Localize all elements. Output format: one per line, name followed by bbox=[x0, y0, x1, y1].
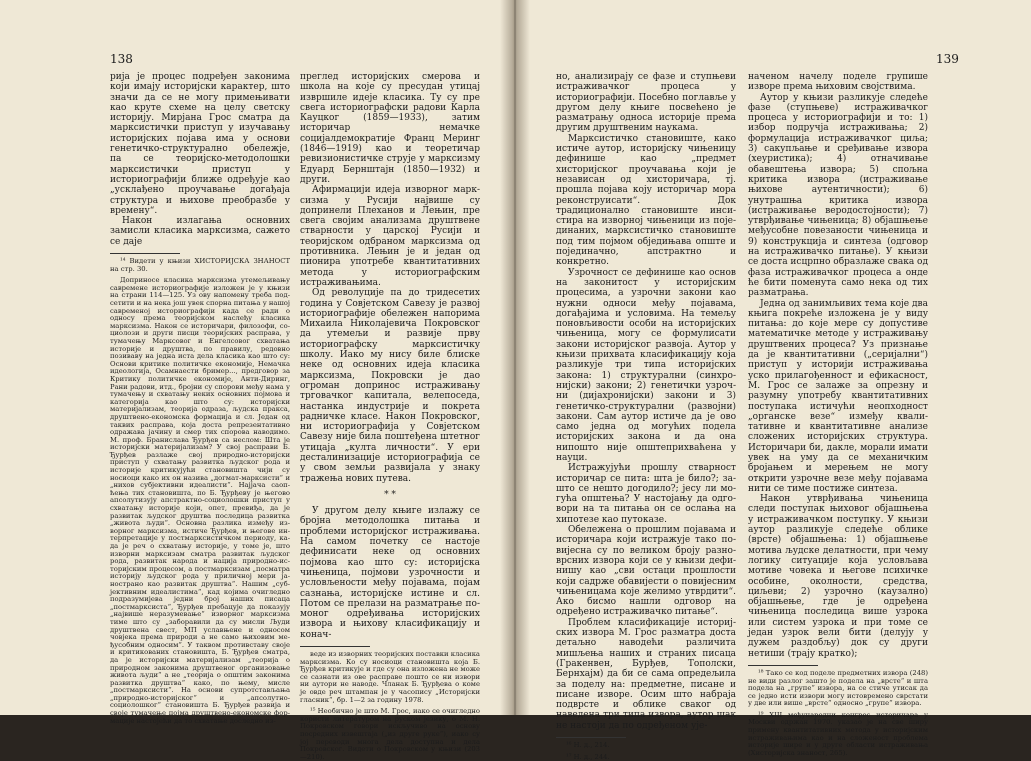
page-number-right: 139 bbox=[936, 52, 959, 66]
paragraph: Након утврђивања чињеница следи поступак њиховог објашњења у истраживачком поступку. У књизи аутор разликује следеће облике (врсте) објашњења: 1) објашњење мотива људске делатности, при чему логику ситуације која условљава мотиве човека и његове психичке особине, околности, средства, циљеви; 2) узрочно (каузално) објашњење, где је одређена чињеница последица више узрока или систем узрока и при томе се један узрок вели бити (делују у дужем раздобљу) док су други нетиши (трају кратко); bbox=[748, 494, 928, 659]
footnote: ¹⁴ Видети у књизи ХИСТОРИЈСКА ЗНАНОСТ на стр. 30. bbox=[110, 257, 290, 273]
paragraph: Аутор у књизи разликује следеће фазе (ступњеве) истраживачког процеса у историографији и то: 1) избор подручја истраживања; 2) формулација истраживачког циља; 3) сакупљање и сређивање извора (хеуристика); 4) отначивање обавештења извора; 5) спољна критика извора (истраживање њихове аутентичности); 6) унутрашња критика извора (истраживање веродостојности); 7) утврђивање чињеница; 8) објашњење међусобне повезаности чињеница и 9) конструкција и синтеза (одговор на истраживачко питање). У књизи се доста исцрпно образлаже свака од фаза истраживачког процеса а онде ће бити поменута само нека од тих разматрања. bbox=[748, 92, 929, 299]
footnote: ¹⁶ Н. д., 214. bbox=[566, 741, 610, 749]
footnote: ¹⁹ XIII међународни конгрес историчара у Москви одржан 1970. указао је на све ширу примену квантитативних метода у историјским истраживањима као и на сложеност проблема историје шире и у другe области истраживања (Хисторијска знаност, 265). bbox=[748, 710, 928, 757]
paragraph: У другом делу књиге излажу се бројна методолошка питања и проблеми историјског истраживања. На самом почетку се настоје дефинисати неке од основних појмова као што су: историјска чињеница, појмови узрочности и условљености међу појавама, појам сазнања, историјске истине и сл. Потом се прелази на разматрање помоног одређивања историјских извора и њихову класификацију и конач- bbox=[300, 506, 480, 640]
paragraph: Обележена о прошлим појавама и историчара који истражује тако повијеснa су по великом броју разноврсних извора који се у књизи дефинишу као „сви остаци прошлости који садрже обавијести о повијесним чињеницама које желимо утврдити“. Ако бисмо нашли одговор на одређено истраживачко питање“. bbox=[556, 525, 736, 618]
paragraph: Једна од занимљивих тема које два књига покреће изложена је у виду питања: до које мере су допустиве математичке методе у истраживању друштвених процеса? Уз признање да је квантитативни („серијални“) приступ у историји истраживања уско прилагођенност и ефикасност, М. Грос се залаже за опрезну и разумну употребу квантитативних поступака истичући неопходност „органске везе“ између квалитативне и квантитативне анализе сложених историјских структура. Историчари би, дакле, морали имати увек на уму да се механичким бројањем и мерењем не могу открити узрочне везе међу појавама нити се тиме постиже синтеза. bbox=[748, 298, 928, 494]
paragraph: Након излагања основних замисли класика марксизма, сажето се даје bbox=[110, 216, 290, 247]
paragraph: Од револуције па до тридесетих година у Совјетском Савезу је развој историографије обележен напорима Михаила Николајевича Покровског да утемељи и развије прву историографску марксистичку школу. Иако му нису биле блиске неке од основних идеја класика марксизма, Покровски је дао огроман допринос истраживању трговачког капитала, велепоседа, настанка индустрије и покрета радничке класе. Након Покровског, ни историографија у Совјетском Савезу није била поштеђена штетног утицаја „култа личнoсти“. У ери десталинизације историографија се у свом земљи развијала у знаку тражења нових путева. bbox=[300, 288, 480, 484]
footnote: ¹⁸ Тако се код поделе предметних извора (248) не види разлог зашто је подела на „врсте“ и шта подела на „групе“ извора, на се стиче утисак да се једнo исти извори могу истовремено сврстати у две или више „врсте“ односно „групе“ извора. bbox=[748, 668, 928, 708]
paragraph: Истражујући прошлу стварност историчар се пита: шта је било?; зашто се нешто догодило?; јесу ли могућа општења? У настојању да одговори на та питања он се ослања на хипотезе као путоказе. bbox=[556, 463, 736, 525]
page-number-left: 138 bbox=[110, 52, 133, 66]
footnote-rule bbox=[556, 737, 626, 738]
paragraph: Узрочност се дефинише као основ на законитост у историјским процесима, а узрочни закони као нужни односи међу појавама, догађајима и условима. На темељу поновљивости особи на историјских чињеница, могу се формулисати закони историјског развоја. Аутор у књизи прихвата класификацију која разликује три типа историјских закона: 1) структурални (синхронијски) закони; 2) генетички узрочни (дијахронијски) закони и 3) генетичко-структурални (развојни) закони. Сам аутор истиче да је ово само једна од могућих подела историјских закона и да она нипошто није општеприхваћена у науци. bbox=[556, 267, 736, 463]
footnote: Доприносе класика марксизма утемељивању савремене историографије изложен је у књизи на страни 114—125. Уз ову напомену треба подсетити и на нека још увек спорна питања у нашој савременој историографији када се ради о односу према теоријском наслеђу класика марксизма. Након се историчари, филозофи, социолози и други писци теоријских расправа, у тумачењу Марксовог и Енгелсовог схватања историје и друштва, по правилу, редовно позиваву на једна иста дела класика као што су: Основи критике политичке економије, Немачка идеологија, Осамнаести бример..., предговор за Критику политичке економије, Анти-Диринг, Рани радови, итд., бројни су спорови међу нама у тумачењу и схватању неких основних појмова и категорија као што су: историјски материјализам, теорија одраза, људска пракса, друштвено-економска формација и сл. Један од таквих расправа, која доста репрезентативно одражава јачину и смер тих спорова наводимо. М. проф. Бранислава Ђурђев са неслом: Шта је историјски материјализам? У свој расправи Б. Ђурђев разлаже свој природно-историјски приступ у схватању развитка људског рода и историје критикујући становишта чији су носиоци како их он назива „догмат-марксисти“ и „нихов субјективни идеалисти“. Најјача саопћења тих становишта, по Б. Ђурђеву је његово апсолутизују апстрактно-социолошки приступ у схватању историје који, опет, превиђа, да је развитак људског друштва последица развитка „живота људи“. Основна разлика између изворног марксизма, истиче Ђурђев, и његове интерпретације у постмарксистичком периоду, када је реч о схватању историје, у томе је, што изворни марксизам сматра развитак људског рода, развитак народа и нација природно-историјским процесом, а постмарксизам „посматра историју људског рода у приличној мери јаностранo као развитак друштва“. Нашим „субјективним идеалистима“, кад којима очигледно подразумијева једни број наших писаца „постмарксиста“, Ђурђев пребацује да показују „највише неразумевање“ изворног марксизма тиме што су „заборавили да су мисли Људи друштвена свест, МП уславњене и односом човјека према природи а не само њиховим међусобним односим“. У таквом противставу своје и критикованих становишта, Б. Ђурђев сматра, да је историјски материјализам „теорија о природном законима друштвеног организовање живота људи“ а не „теорија о општим законима развитка друштва“ како, по њему, мисле „постмарксисти“. На основи супротстављања „природно-историјског“ и „апсолутно-социолошког“ становишта Б. Ђурђев развија и своје тумачење појма друштвено-економске формације настојећи да то схватање доследно из- bbox=[110, 276, 290, 725]
left-column-2 bbox=[300, 72, 480, 761]
left-page bbox=[0, 0, 512, 761]
footnote: ¹⁷ Н. д., 244. bbox=[566, 752, 610, 761]
footnote-rule bbox=[110, 253, 180, 254]
paragraph: рија је процес подређен законима који имају историјски карактер, што значи да се не могу примењивати као круте схеме на целу светску историју. Мирјана Грос сматра да марксистички приступ у изучавању историјских појава има у основи генетичко-структурално обележје, па се теоријско-методолошки марксистички приступ у историографији ближе одређује као „усклађено проучавање догађаја структура и њихове преобразбе у времену“. bbox=[110, 72, 290, 216]
footnote-rule bbox=[300, 646, 370, 647]
paragraph: Проблем класификације историјских извора М. Грос разматра доста детаљно наводећи различита мишљења наших и страних писаца (Гракенвен, Бурђев, Тополски, Бернхајм) да би се сама опредељила за поделу на: предметне, писане и писане изворе. Осим што набраја подврсте и облике сваког од наведена три типа извора, аутор шак не настоји да по одређеном ује- bbox=[556, 617, 736, 731]
footnote-rule bbox=[748, 665, 818, 666]
paragraph: Марксистичко становиште, како истиче аутор, историјску чињеницу дефинише као „предмет хисторијског проучавања који је независан од хисторичара, тј. прошла појава коју историчар мора реконструисати“. Док традиционално становиште инсистира на изворној чињеници из појединаних, марксистичко становиште под тим појмом обједињава опште и појединачно, апстрактно и конкретно. bbox=[556, 133, 736, 268]
right-column-1 bbox=[556, 72, 736, 761]
right-column-2 bbox=[748, 72, 928, 757]
footnote: ¹⁵ Необично је што М. Грос, иако се очигледно користи литературом на руском језику, о М. Н. Покровском говори искључиво на основу посредних извештаја („из друге руке“), иако су јој переводи многа дела доступна и дела Покровског. Видети о Покровском у књизи (203—210). bbox=[300, 707, 480, 761]
section-divider: * * bbox=[384, 489, 396, 500]
right-page bbox=[516, 0, 1031, 761]
footnote: веде из изворних теоријских поставки класика марксизма. Ко су носиоци становишта која Б. Ђурђев критикује и где су она изложена не може се сазнати из ове расправе пошто се ни извори ни аутори не наводе. Чланак Б. Ђурђева о коме је овде реч штампан је у часопису „Историјски гласник“, бр. 1—2 за годину 1978. bbox=[300, 650, 480, 704]
paragraph: наченом начелу поделе групише изворе према њиховим својствима. bbox=[748, 72, 928, 93]
paragraph: преглед историјских смерова и школа на које су пресудан утицај извршиле идеје класика. Ту су пре свега историографски радови Карла Кауцког (1859—1933), затим историчар немачке социјалдемократије Франц Меринг (1846—1919) као и теоретичар ревизионистичке струје у марксизму Едуард Бернштајн (1850—1932) и други. bbox=[300, 72, 480, 185]
left-column-1 bbox=[110, 72, 290, 725]
paragraph: но, анализирају се фазе и ступњеви истраживачког процеса у историографији. Посебно поглавље у другом делу књиге посвећено је разматрању односа историје према другим друштвеним наукама. bbox=[556, 72, 736, 134]
paragraph: Афирмацији идеја изворног марксизма у Русији највише су допринели Плеханов и Лењин, пре свега својим анализама друштвене стварности у царској Русији и теоријском одбраном марксизма од противника. Лењин је и један од пионира употребе квантитативних метода у историографским истраживањима. bbox=[300, 185, 480, 288]
